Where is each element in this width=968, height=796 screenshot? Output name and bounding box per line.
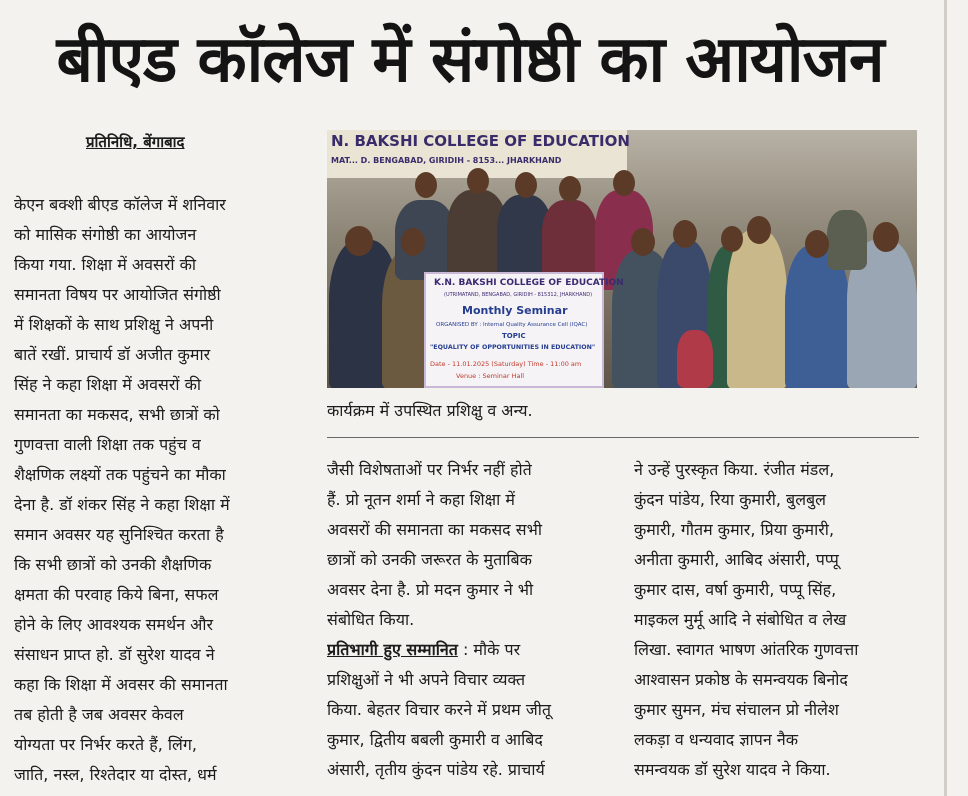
text-line: होने के लिए आवश्यक समर्थन और (14, 615, 214, 634)
text-line: को मासिक संगोष्ठी का आयोजन (14, 225, 197, 244)
text-line: आश्वासन प्रकोष्ठ के समन्वयक बिनोद (634, 670, 848, 689)
poster-organised-by: ORGANISED BY : Internal Quality Assurance Cell (IQAC) (436, 322, 588, 328)
section-rule (327, 437, 919, 438)
person-head (613, 170, 635, 196)
subhead-continuation: : मौके पर (457, 640, 521, 659)
subhead: प्रतिभागी हुए सम्मानित (327, 640, 458, 659)
text-line: समान अवसर यह सुनिश्चित करता है (14, 525, 224, 544)
text-line: में शिक्षकों के साथ प्रशिक्षु ने अपनी (14, 315, 214, 334)
text-line: कुमार सुमन, मंच संचालन प्रो नीलेश (634, 700, 839, 719)
text-line: अवसर देना है. प्रो मदन कुमार ने भी (327, 580, 534, 599)
person-head (467, 168, 489, 194)
person-head (873, 222, 899, 252)
seminar-poster (424, 272, 624, 388)
text-line: लिखा. स्वागत भाषण आंतरिक गुणवत्ता (634, 640, 859, 659)
text-line: गुणवत्ता वाली शिक्षा तक पहुंच व (14, 435, 201, 454)
subhead-line (327, 635, 611, 665)
text-line: कुमार, द्वितीय बबली कुमारी व आबिद (327, 730, 543, 749)
text-line: कहा कि शिक्षा में अवसर की समानता (14, 675, 228, 694)
text-line: प्रशिक्षुओं ने भी अपने विचार व्यक्त (327, 670, 526, 689)
text-line: हैं. प्रो नूतन शर्मा ने कहा शिक्षा में (327, 490, 515, 509)
person-head (747, 216, 771, 244)
text-line: तब होती है जब अवसर केवल (14, 705, 184, 724)
text-line: अवसरों की समानता का मकसद सभी (327, 520, 542, 539)
text-line: किया गया. शिक्षा में अवसरों की (14, 255, 197, 274)
headline: बीएड कॉलेज में संगोष्ठी का आयोजन (56, 23, 884, 97)
poster-venue: Venue : Seminar Hall (456, 372, 525, 380)
text-line: कुमार दास, वर्षा कुमारी, पप्पू सिंह, (634, 580, 837, 599)
person-figure (727, 230, 787, 388)
text-line: किया. बेहतर विचार करने में प्रथम जीतू (327, 700, 551, 719)
text-line: योग्यता पर निर्भर करते हैं, लिंग, (14, 735, 197, 754)
page-edge-divider (944, 0, 947, 796)
text-line: कि सभी छात्रों को उनकी शैक्षणिक (14, 555, 212, 574)
text-line: संसाधन प्राप्त हो. डॉ सुरेश यादव ने (14, 645, 215, 664)
photo-caption: कार्यक्रम में उपस्थित प्रशिक्षु व अन्य. (327, 401, 533, 420)
text-line: समन्वयक डॉ सुरेश यादव ने किया. (634, 760, 831, 779)
poster-date: Date - 11.01.2025 (Saturday) Time - 11:00 am (430, 360, 582, 368)
person-head (559, 176, 581, 202)
text-line: क्षमता की परवाह किये बिना, सफल (14, 585, 219, 604)
person-head (515, 172, 537, 198)
text-line: अनीता कुमारी, आबिद अंसारी, पप्पू (634, 550, 839, 569)
child-figure (677, 330, 713, 388)
person-head (631, 228, 655, 256)
person-head (401, 228, 425, 256)
article-column-3 (634, 455, 924, 785)
text-line: छात्रों को उनकी जरूरत के मुताबिक (327, 550, 532, 569)
banner-address: MAT... D. BENGABAD, GIRIDIH - 8153... JHARKHAND (331, 156, 562, 165)
poster-topic-label: TOPIC (502, 332, 526, 340)
text-line: जैसी विशेषताओं पर निर्भर नहीं होते (327, 460, 532, 479)
article-column-1 (14, 190, 306, 790)
text-line: कुंदन पांडेय, रिया कुमारी, बुलबुल (634, 490, 827, 509)
text-line: लकड़ा व धन्यवाद ज्ञापन नैक (634, 730, 798, 749)
text-line: शैक्षणिक लक्ष्यों तक पहुंचने का मौका (14, 465, 226, 484)
text-line: कुमारी, गौतम कुमार, प्रिया कुमारी, (634, 520, 835, 539)
article-column-2 (327, 455, 611, 785)
person-head (345, 226, 373, 256)
person-head (721, 226, 743, 252)
poster-title: Monthly Seminar (462, 304, 568, 317)
text-line: माइकल मुर्मू आदि ने संबोधित व लेख (634, 610, 847, 629)
text-line: ने उन्हें पुरस्कृत किया. रंजीत मंडल, (634, 460, 835, 479)
text-line: समानता विषय पर आयोजित संगोष्ठी (14, 285, 221, 304)
text-line: केएन बक्शी बीएड कॉलेज में शनिवार (14, 195, 226, 214)
group-photo (327, 130, 917, 388)
byline: प्रतिनिधि, बेंगाबाद (86, 133, 185, 151)
person-head (673, 220, 697, 248)
poster-topic: "EQUALITY OF OPPORTUNITIES IN EDUCATION" (430, 344, 596, 351)
poster-college: K.N. BAKSHI COLLEGE OF EDUCATION (434, 278, 624, 288)
text-line: अंसारी, तृतीय कुंदन पांडेय रहे. प्राचार्य (327, 760, 545, 779)
text-line: संबोधित किया. (327, 610, 415, 629)
text-line: जाति, नस्ल, रिश्तेदार या दोस्त, धर्म (14, 765, 217, 784)
text-line: बातें रखीं. प्राचार्य डॉ अजीत कुमार (14, 345, 211, 364)
text-line: सिंह ने कहा शिक्षा में अवसरों की (14, 375, 202, 394)
poster-address: (UTRIMATAND, BENGABAD, GIRIDIH - 815312, JHARKHAND) (444, 292, 593, 298)
banner-college-name: N. BAKSHI COLLEGE OF EDUCATION (331, 132, 630, 150)
text-line: समानता का मकसद, सभी छात्रों को (14, 405, 220, 424)
person-figure (542, 200, 597, 280)
person-figure (827, 210, 867, 270)
text-line: देना है. डॉ शंकर सिंह ने कहा शिक्षा में (14, 495, 230, 514)
person-head (805, 230, 829, 258)
person-head (415, 172, 437, 198)
